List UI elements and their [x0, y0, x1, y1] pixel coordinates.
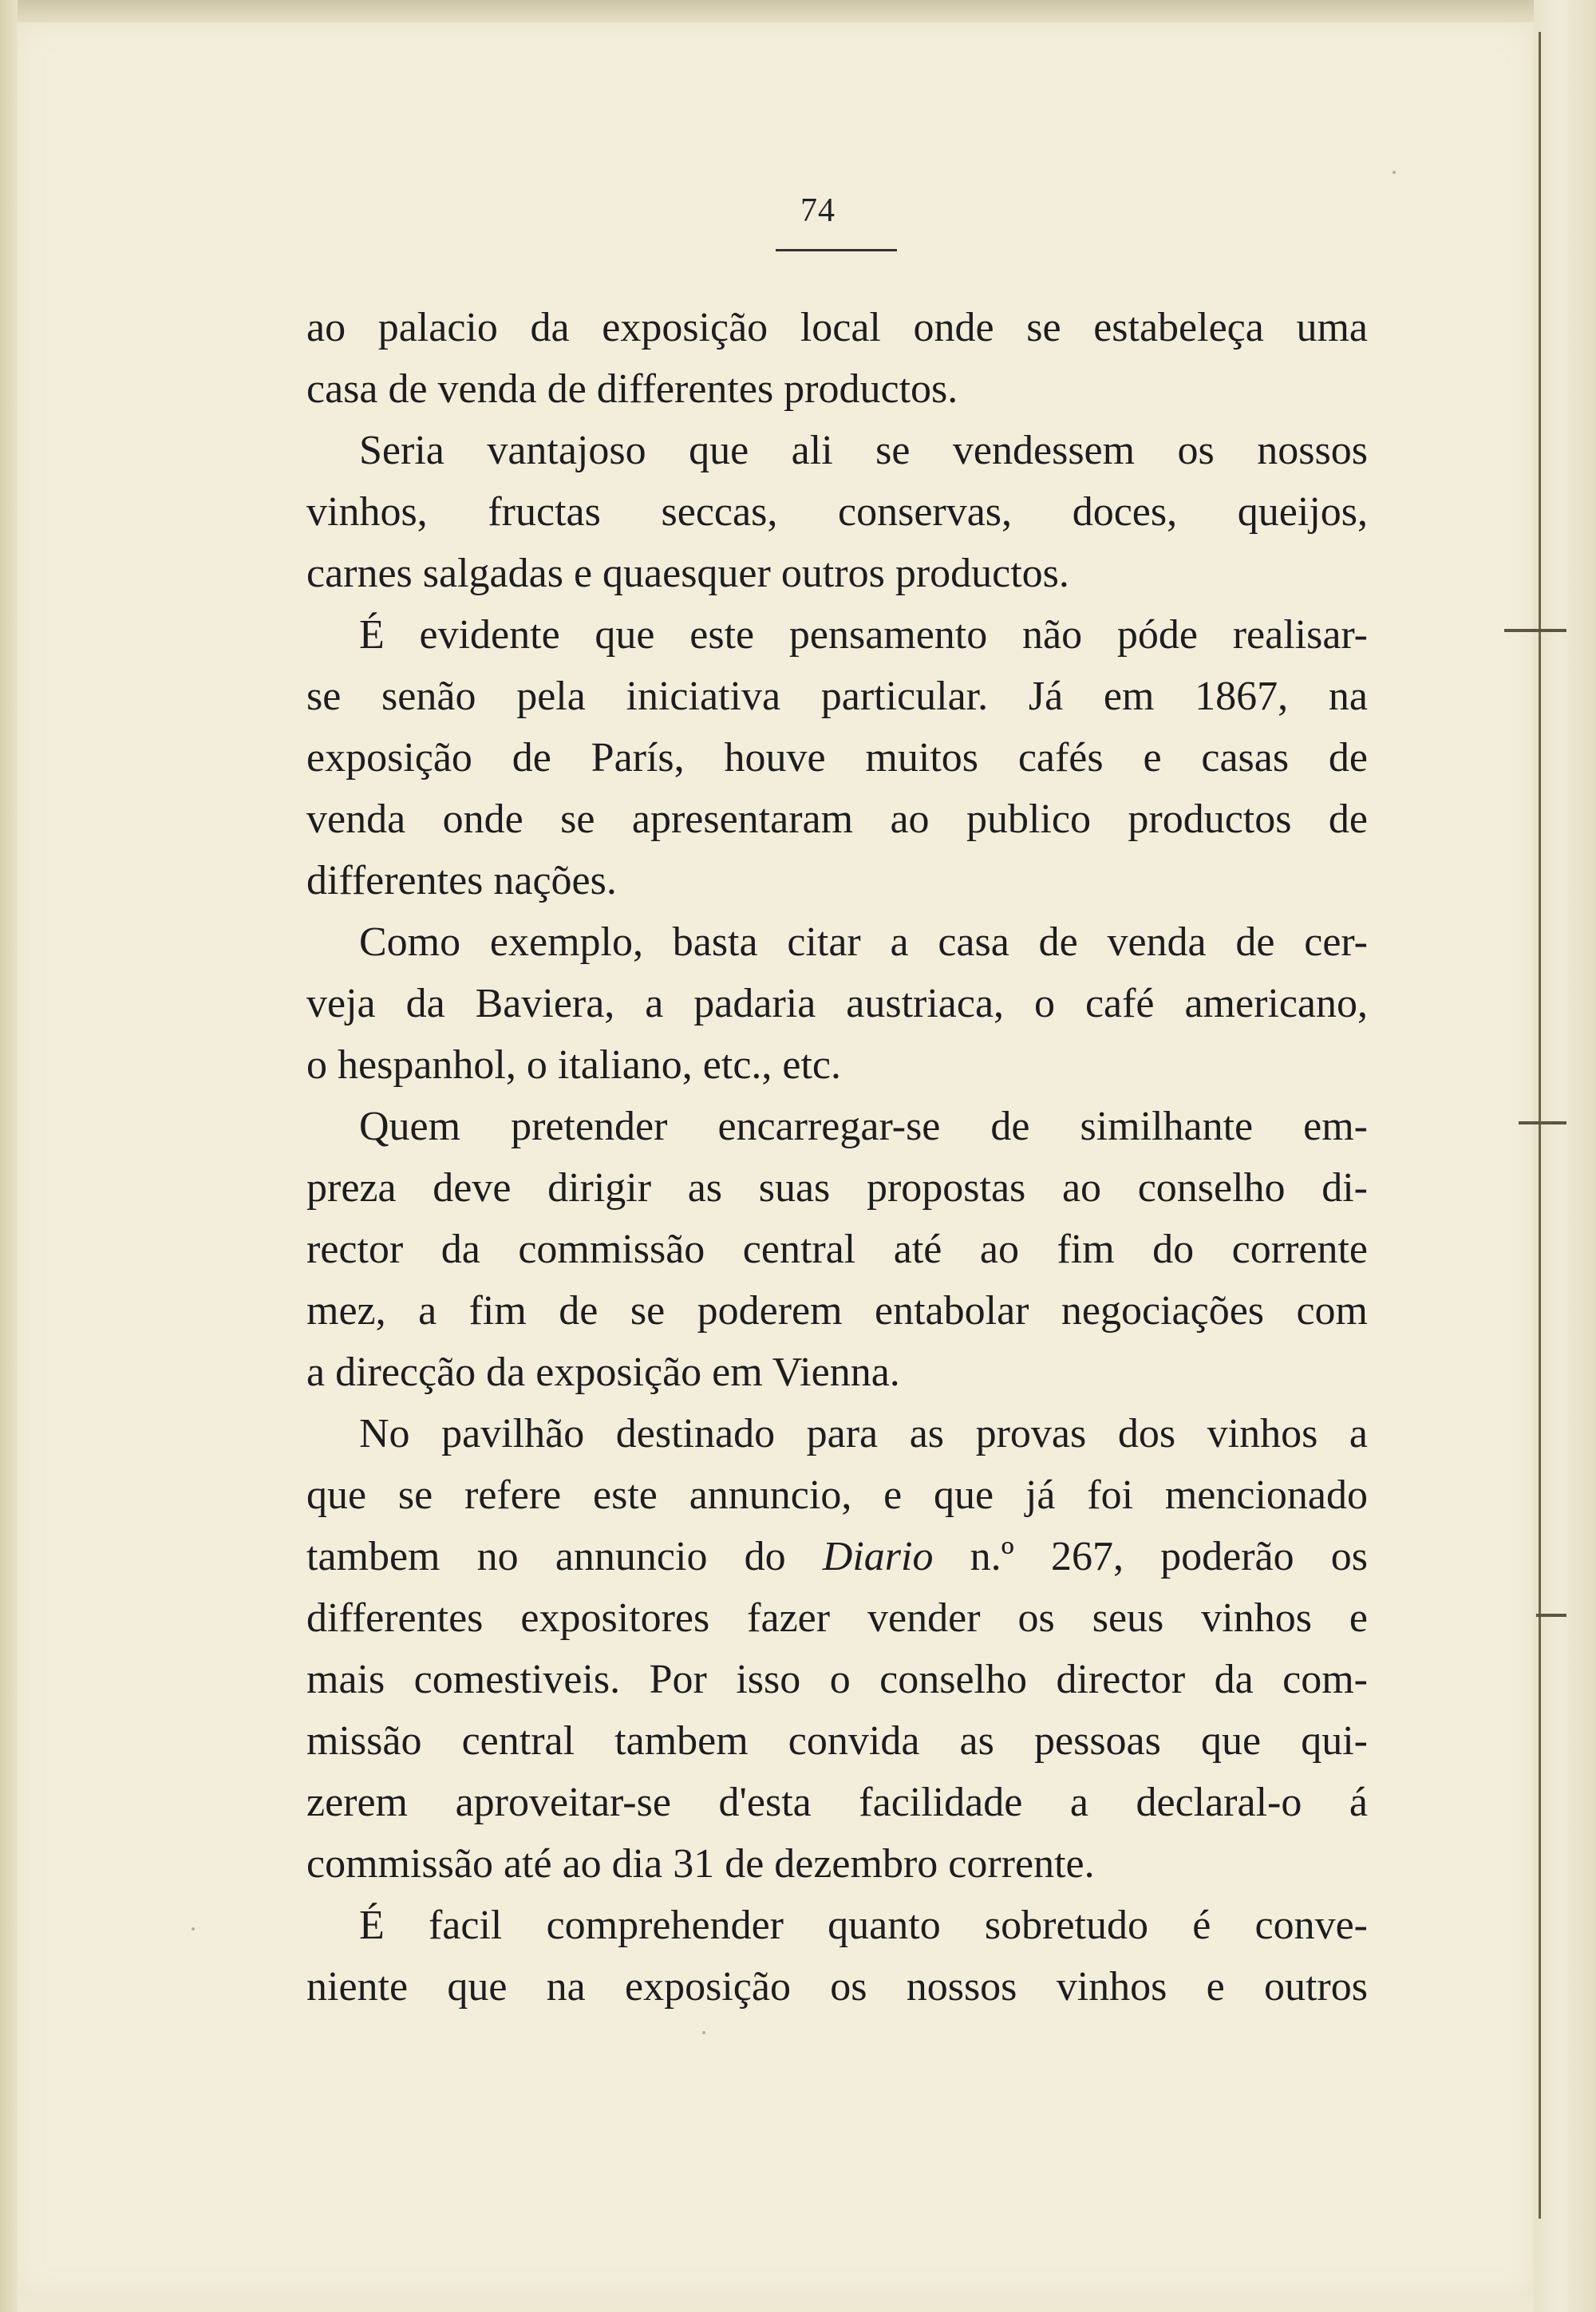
text-line: mais comestiveis. Por isso o conselho director da com- [306, 1657, 1368, 1702]
page-left-edge [0, 0, 18, 2312]
binding-thread-mark [1536, 1614, 1566, 1617]
text-line: ao palacio da exposição local onde se estabeleça uma [306, 305, 1368, 350]
paper-speck [702, 2031, 705, 2034]
text-line: preza deve dirigir as suas propostas ao conselho di- [306, 1165, 1368, 1211]
text-line: Seria vantajoso que ali se vendessem os nossos [359, 428, 1368, 473]
text-line: Como exemplo, basta citar a casa de venda de cer- [359, 919, 1368, 965]
binding-thread-mark [1519, 1121, 1566, 1124]
text-line: rector da commissão central até ao fim do corrente [306, 1227, 1368, 1272]
text-line: carnes salgadas e quaesquer outros productos. [306, 551, 1069, 596]
text-line: se senão pela iniciativa particular. Já em 1867, na [306, 674, 1368, 719]
text-line: missão central tambem convida as pessoas que qui- [306, 1718, 1368, 1764]
text-line: Quem pretender encarregar-se de similhante em- [359, 1104, 1368, 1149]
text-line: differentes expositores fazer vender os seus vinhos e [306, 1595, 1368, 1641]
text-line: casa de venda de differentes productos. [306, 366, 958, 412]
text-line: mez, a fim de se poderem entabolar negociações com [306, 1288, 1368, 1334]
text-line: É evidente que este pensamento não póde realisar- [359, 612, 1368, 658]
text-line: a direcção da exposição em Vienna. [306, 1350, 900, 1395]
body-text [306, 297, 1368, 2018]
book-spine [1534, 0, 1596, 2312]
text-line: o hespanhol, o italiano, etc., etc. [306, 1042, 842, 1088]
text-line: No pavilhão destinado para as provas dos vinhos a [359, 1411, 1368, 1456]
text-line: É facil comprehender quanto sobretudo é conve- [359, 1903, 1368, 1948]
paper-speck [192, 1927, 195, 1931]
paper-speck [1393, 171, 1396, 174]
text-line: venda onde se apresentaram ao publico productos de [306, 796, 1368, 842]
text-line: zerem aproveitar-se d'esta facilidade a declaral-o á [306, 1780, 1368, 1825]
text-segment: n.º 267, poderão os [933, 1534, 1368, 1579]
spine-gutter-line [1539, 32, 1541, 2219]
page-number-rule [776, 249, 897, 251]
text-line-with-italic [306, 1526, 1368, 1587]
page-number: 74 [800, 192, 836, 229]
text-line: commissão até ao dia 31 de dezembro corrente. [306, 1841, 1095, 1887]
text-line: differentes nações. [306, 858, 617, 903]
binding-thread-mark [1504, 629, 1566, 632]
text-line: vinhos, fructas seccas, conservas, doces, queijos, [306, 489, 1368, 535]
text-segment: tambem no annuncio do [306, 1534, 823, 1579]
text-line: que se refere este annuncio, e que já foi mencionado [306, 1472, 1368, 1518]
page-top-edge [0, 0, 1596, 22]
text-line: veja da Baviera, a padaria austriaca, o café americano, [306, 981, 1368, 1026]
newspaper-title: Diario [822, 1534, 934, 1579]
text-line: niente que na exposição os nossos vinhos e outros [306, 1964, 1368, 2010]
text-line: exposição de París, houve muitos cafés e casas de [306, 735, 1368, 781]
